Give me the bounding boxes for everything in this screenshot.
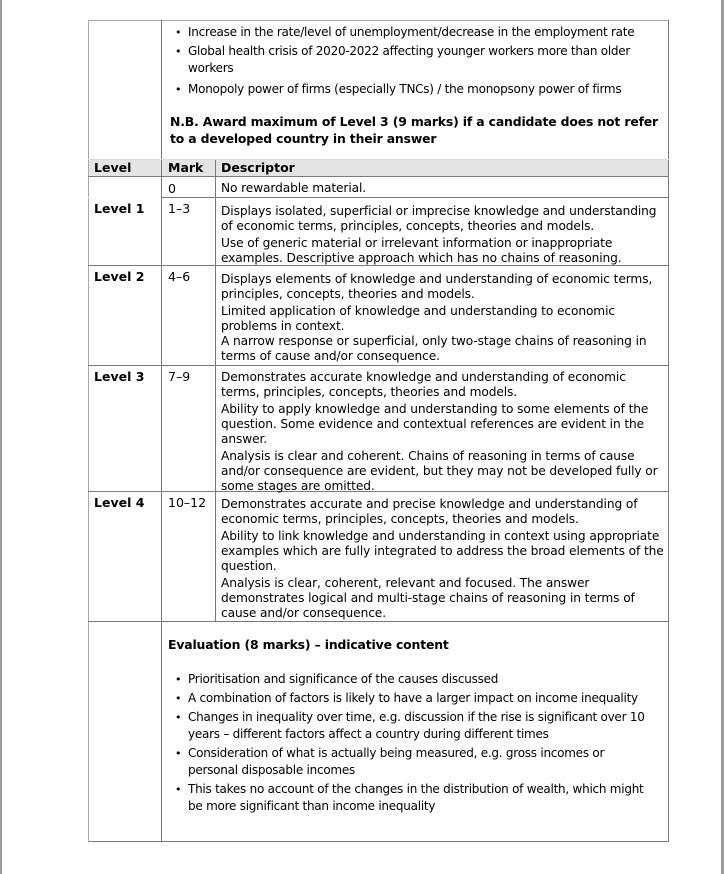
row-line-gap — [88, 197, 161, 198]
mark-cell: 7–9 — [168, 369, 191, 384]
mark-cell: 1–3 — [168, 201, 191, 216]
descriptor-text: Analysis is clear and coherent. Chains of reasoning in terms of cause and/or consequence are evident, but they may not be developed fully or some stages are omitted. — [221, 449, 658, 493]
descriptor-cell — [221, 272, 666, 366]
descriptor-text: No rewardable material. — [221, 181, 367, 195]
mark-cell: 0 — [168, 181, 176, 196]
table-top-border — [88, 20, 669, 21]
list-item: • Consideration of what is actually being measured, e.g. gross incomes or personal disposable incomes — [175, 745, 645, 779]
column-divider-1 — [161, 20, 162, 842]
descriptor-cell — [221, 204, 666, 268]
column-divider-2 — [215, 159, 216, 621]
header-descriptor: Descriptor — [221, 160, 295, 175]
descriptor-cell — [221, 370, 666, 496]
table-left-border — [88, 20, 89, 842]
descriptor-text: Demonstrates accurate and precise knowledge and understanding of economic terms, principles, concepts, theories and models. — [221, 497, 638, 526]
descriptor-text: Ability to link knowledge and understanding in context using appropriate examples which are fully integrated to address the broad elements of the question. — [221, 529, 664, 573]
mark-cell: 4–6 — [168, 269, 191, 284]
level-cell: Level 4 — [94, 495, 145, 510]
descriptor-text: Demonstrates accurate knowledge and understanding of economic terms, principles, concepts, theories and models. — [221, 370, 626, 399]
level-cell: Level 3 — [94, 369, 145, 384]
descriptor-text: A narrow response or superficial, only two-stage chains of reasoning in terms of cause and/or consequence. — [221, 334, 647, 363]
header-level: Level — [94, 160, 132, 175]
mark-cell: 10–12 — [168, 495, 207, 510]
list-item: • Prioritisation and significance of the causes discussed — [175, 671, 645, 688]
descriptor-text: Ability to apply knowledge and understanding to some elements of the question. Some evidence and contextual references are evident in the answer. — [221, 402, 649, 446]
table-right-border — [668, 20, 669, 842]
header-mark: Mark — [168, 160, 204, 175]
descriptor-text: Limited application of knowledge and understanding to economic problems in context. — [221, 304, 615, 333]
evaluation-bullet-list — [175, 671, 645, 815]
table-bottom-border — [88, 841, 669, 842]
list-item: • This takes no account of the changes in the distribution of wealth, which might be more significant than income inequality — [175, 781, 645, 815]
descriptor-text: Analysis is clear, coherent, relevant and focused. The answer demonstrates logical and multi-stage chains of reasoning in terms of cause and/or consequence. — [221, 576, 635, 620]
row-line-header-bottom — [88, 176, 669, 177]
descriptor-text: Displays elements of knowledge and understanding of economic terms, principles, concepts, theories and models. — [221, 272, 653, 301]
list-item: • Global health crisis of 2020-2022 affecting younger workers more than older workers — [175, 43, 660, 77]
level-cell: Level 1 — [94, 201, 145, 216]
list-item: • Monopoly power of firms (especially TNCs) / the monopsony power of firms — [175, 81, 660, 98]
level-cell: Level 2 — [94, 269, 145, 284]
causes-bullet-list — [175, 24, 660, 98]
descriptor-text: Use of generic material or irrelevant information or inappropriate examples. Descriptive approach which has no chains of reasoning. — [221, 236, 622, 265]
descriptor-cell — [221, 497, 666, 623]
descriptor-cell — [221, 181, 666, 198]
descriptor-text: Displays isolated, superficial or imprecise knowledge and understanding of economic terms, principles, concepts, theories and models. — [221, 204, 657, 233]
page-edge-left — [0, 0, 2, 874]
list-item: • A combination of factors is likely to have a larger impact on income inequality — [175, 690, 645, 707]
list-item: • Increase in the rate/level of unemployment/decrease in the employment rate — [175, 24, 660, 41]
evaluation-heading: Evaluation (8 marks) – indicative content — [168, 637, 449, 652]
level-cap-note: N.B. Award maximum of Level 3 (9 marks) if a candidate does not refer to a developed country in their answer — [170, 114, 659, 146]
list-item: • Changes in inequality over time, e.g. discussion if the rise is significant over 10 years – different factors affect a country during different times — [175, 709, 645, 743]
